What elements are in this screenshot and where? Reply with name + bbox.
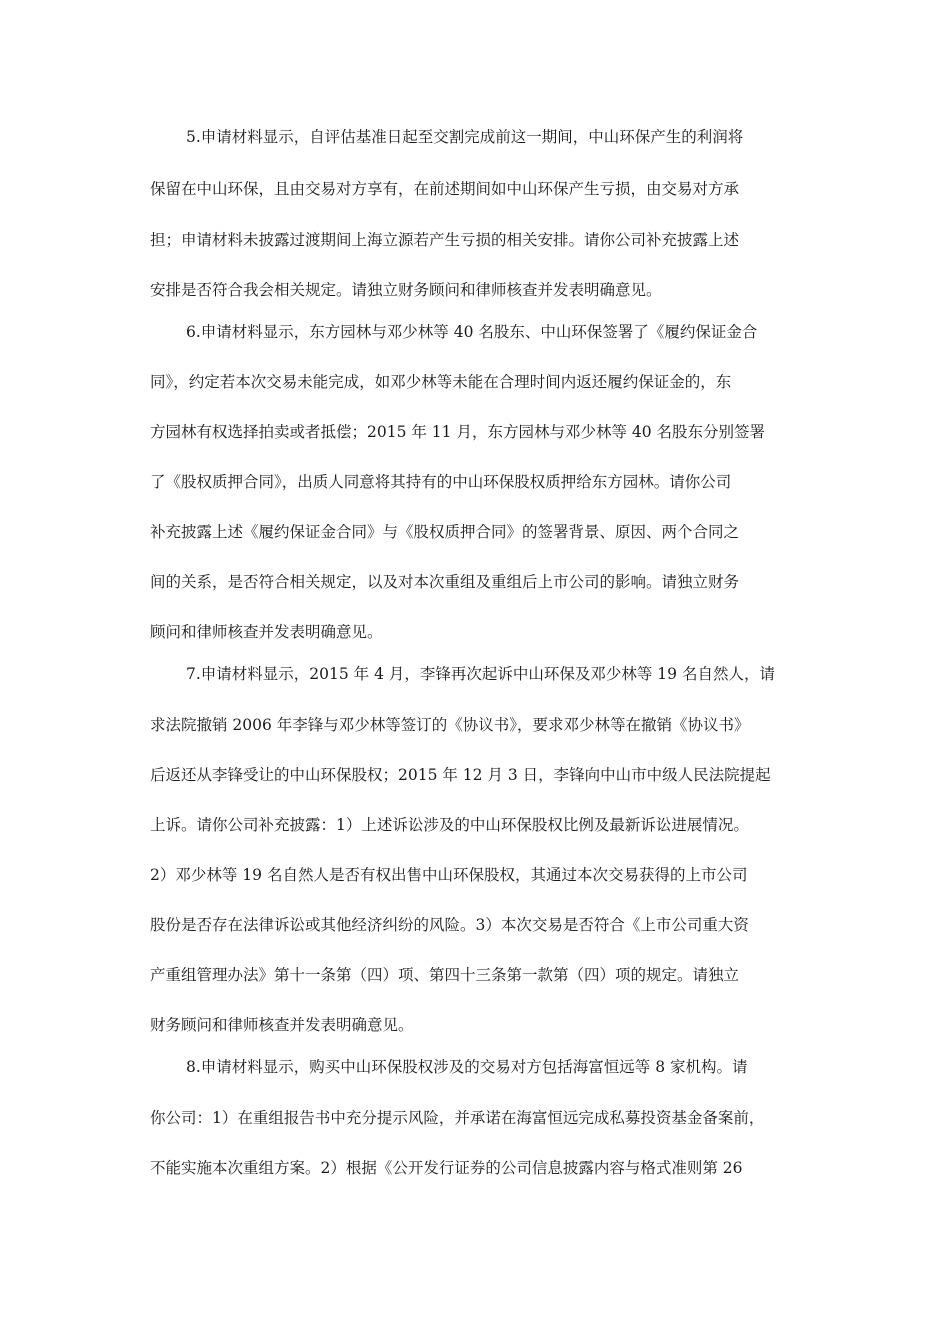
paragraph-5-line-1: 5.申请材料显示，自评估基准日起至交割完成前这一期间，中山环保产生的利润将 — [186, 128, 744, 146]
paragraph-6-line-2: 同》，约定若本次交易未能完成，如邓少林等未能在合理时间内返还履约保证金的，东 — [150, 373, 732, 391]
paragraph-5-line-4: 安排是否符合我会相关规定。请独立财务顾问和律师核查并发表明确意见。 — [150, 281, 662, 299]
paragraph-7-line-2: 求法院撤销 2006 年李锋与邓少林等签订的《协议书》，要求邓少林等在撤销《协议书》 — [150, 716, 750, 734]
paragraph-6-line-4: 了《股权质押合同》，出质人同意将其持有的中山环保股权质押给东方园林。请你公司 — [150, 473, 732, 491]
paragraph-7-line-3: 后返还从李锋受让的中山环保股权；2015 年 12 月 3 日，李锋向中山市中级人民法院提起 — [150, 766, 771, 784]
paragraph-6-line-5: 补充披露上述《履约保证金合同》与《股权质押合同》的签署背景、原因、两个合同之 — [150, 523, 740, 541]
paragraph-7-line-5: 2）邓少林等 19 名自然人是否有权出售中山环保股权，其通过本次交易获得的上市公司 — [150, 866, 748, 884]
paragraph-6-line-1: 6.申请材料显示，东方园林与邓少林等 40 名股东、中山环保签署了《履约保证金合 — [186, 323, 758, 341]
paragraph-7-line-7: 产重组管理办法》第十一条第（四）项、第四十三条第一款第（四）项的规定。请独立 — [150, 966, 740, 984]
paragraph-6-line-3: 方园林有权选择拍卖或者抵偿；2015 年 11 月，东方园林与邓少林等 40 名股东分别签署 — [150, 423, 766, 441]
paragraph-8-line-1: 8.申请材料显示，购买中山环保股权涉及的交易对方包括海富恒远等 8 家机构。请 — [186, 1058, 748, 1076]
paragraph-7-line-6: 股份是否存在法律诉讼或其他经济纠纷的风险。3）本次交易是否符合《上市公司重大资 — [150, 916, 749, 934]
paragraph-6-line-6: 间的关系，是否符合相关规定，以及对本次重组及重组后上市公司的影响。请独立财务 — [150, 573, 740, 591]
paragraph-5-line-3: 担；申请材料未披露过渡期间上海立源若产生亏损的相关安排。请你公司补充披露上述 — [150, 231, 740, 249]
paragraph-8-line-2: 你公司：1）在重组报告书中充分提示风险，并承诺在海富恒远完成私募投资基金备案前， — [150, 1109, 765, 1127]
paragraph-5-line-2: 保留在中山环保，且由交易对方享有，在前述期间如中山环保产生亏损，由交易对方承 — [150, 180, 740, 198]
paragraph-7-line-8: 财务顾问和律师核查并发表明确意见。 — [150, 1016, 414, 1034]
paragraph-7-line-1: 7.申请材料显示，2015 年 4 月，李锋再次起诉中山环保及邓少林等 19 名自然人，请 — [186, 665, 775, 683]
paragraph-7-line-4: 上诉。请你公司补充披露：1）上述诉讼涉及的中山环保股权比例及最新诉讼进展情况。 — [150, 816, 749, 834]
paragraph-8-line-3: 不能实施本次重组方案。2）根据《公开发行证券的公司信息披露内容与格式准则第 26 — [150, 1159, 743, 1177]
paragraph-6-line-7: 顾问和律师核查并发表明确意见。 — [150, 623, 383, 641]
